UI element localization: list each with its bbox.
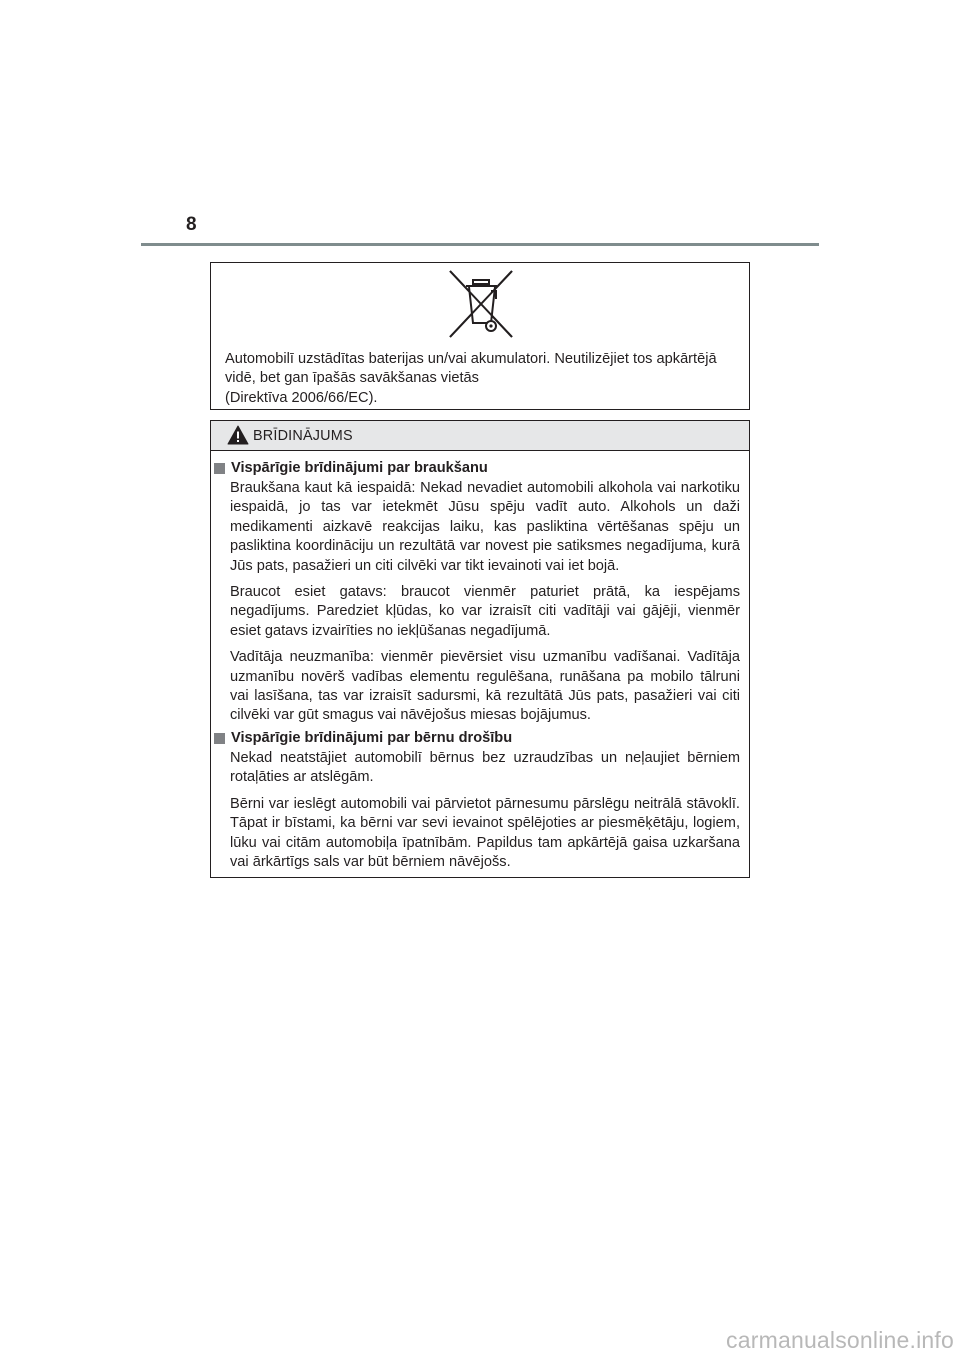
paragraph-children-hazards: Bērni var ieslēgt automobili vai pārvietot pārnesumu pārslēgu neitrālā stāvoklī. Tāpat ir bīstami, ka bērni var sevi ievainot spēlējoties ar piesmēķētāju, logiem, lūku vai citām automobiļa īpatnībām. Papildus tam apkārtējā gaisa uzkaršana vai ārkārtīgs sals var būt bērniem nāvējošs. xyxy=(230,795,740,870)
disposal-text-line: (Direktīva 2006/66/EC). xyxy=(225,389,378,406)
warning-header xyxy=(211,421,749,451)
disposal-text-line: vidē, bet gan īpašās savākšanas vietās xyxy=(225,370,479,387)
footer-watermark: carmanualsonline.info xyxy=(726,1327,954,1353)
section-heading-text: Vispārīgie brīdinājumi par bērnu drošību xyxy=(231,729,513,746)
disposal-text-line: Automobilī uzstādītas baterijas un/vai akumulatori. Neutilizējiet tos apkārtējā xyxy=(225,351,717,367)
paragraph-driver-distraction: Vadītāja neuzmanība: vienmēr pievērsiet visu uzmanību vadīšanai. Vadītāja uzmanību novērš vadības elementu regulēšana, runāšana pa mobilo tālruni vai lasīšana, tas var izraisīt sadursmi, kā rezultātā Jūs pats, pasažieri vai citi cilvēki var gūt smagus vai nāvējošus miesas bojājumus. xyxy=(230,649,740,724)
header-rule xyxy=(141,243,819,246)
paragraph-be-prepared: Braucot esiet gatavs: braucot vienmēr paturiet prātā, ka iespējams negadījums. Paredziet kļūdas, ko var izraisīt citi vadītāji vai gājēji, vienmēr esiet gatavs izvairīties no iekļūšanas negadījumā. xyxy=(230,584,740,639)
warning-title: BRĪDINĀJUMS xyxy=(253,428,353,444)
warning-triangle-icon xyxy=(227,425,249,445)
section-heading-child-safety xyxy=(213,729,749,748)
page-number: 8 xyxy=(186,214,197,235)
warning-box xyxy=(210,420,750,878)
square-bullet-icon xyxy=(214,733,225,744)
warning-body xyxy=(211,459,749,879)
paragraph-impaired-driving: Braukšana kaut kā iespaidā: Nekad nevadiet automobili alkohola vai narkotiku iespaidā, jo tas var ietekmēt Jūsu spēju vadīt auto. Alkohols un daži medikamenti aizkavē reakcijas laiku, kas pasliktina vērtēšanas spēju un pasliktina koordināciju un rezultātā var novest pie satiksmes negadījuma, kurā Jūs pats, pasažieri un citi cilvēki var tikt ievainoti vai iet bojā. xyxy=(230,480,740,574)
paragraph-unattended-children: Nekad neatstājiet automobilī bērnus bez uzraudzības un neļaujiet bērniem rotaļāties ar atslēgām. xyxy=(230,749,740,786)
crossed-out-wheelie-bin-icon xyxy=(447,269,515,339)
battery-disposal-notice xyxy=(210,262,750,410)
section-heading-driving xyxy=(213,459,749,478)
square-bullet-icon xyxy=(214,463,225,474)
section-heading-text: Vispārīgie brīdinājumi par braukšanu xyxy=(231,460,488,476)
disposal-text xyxy=(225,350,743,408)
